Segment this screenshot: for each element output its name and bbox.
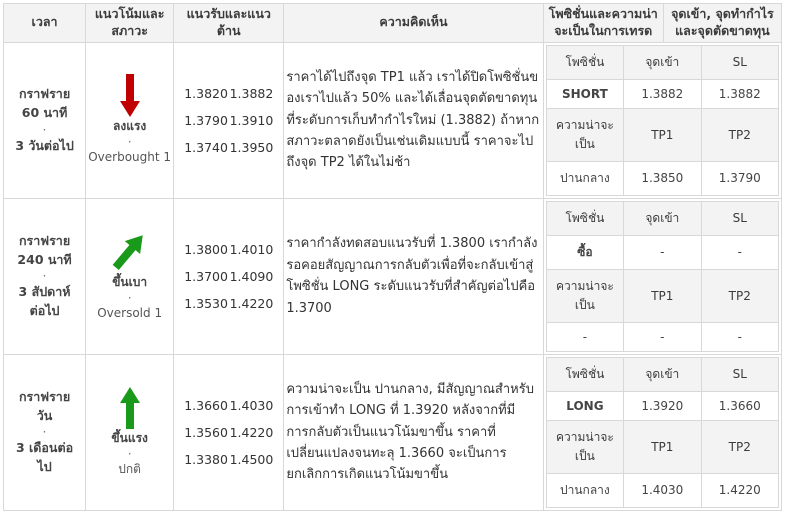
support-value: 1.3740: [184, 139, 228, 155]
time-line: 3 สัปดาห์: [18, 284, 71, 300]
table-header: [4, 4, 782, 43]
trade-head-row: [546, 108, 778, 161]
level-row: [176, 392, 281, 419]
trade-header-probability: ความน่าจะเป็น: [546, 108, 623, 161]
trade-head-row: [546, 201, 778, 235]
trade-tp2-value: 1.4220: [701, 473, 778, 507]
trade-head-row: [546, 45, 778, 79]
resistance-value: 1.4090: [229, 268, 274, 284]
trade-header-probability: ความน่าจะเป็น: [546, 269, 623, 322]
forex-analysis-table: [3, 3, 782, 511]
comment-cell: ราคากำลังทดสอบแนวรับที่ 1.3800 เรากำลังรอคอยสัญญาณการกลับตัวเพื่อที่จะกลับเข้าสู่โพซิชั่น LONG ระดับแนวรับที่สำคัญต่อไปคือ 1.3700: [284, 198, 543, 354]
support-value: 1.3560: [184, 424, 228, 440]
time-separator: ·: [42, 268, 47, 284]
trade-position-value: ซื้อ: [546, 235, 623, 269]
support-value: 1.3800: [184, 241, 228, 257]
level-row: [176, 134, 281, 161]
trade-header-tp1: TP1: [624, 420, 701, 473]
trade-header-probability: ความน่าจะเป็น: [546, 420, 623, 473]
level-row: [176, 446, 281, 473]
trade-header-position: โพซิชั่น: [546, 201, 623, 235]
trade-head-row: [546, 357, 778, 391]
resistance-value: 1.4500: [229, 451, 274, 467]
trade-header-entry: จุดเข้า: [624, 201, 701, 235]
comment-cell: ความน่าจะเป็น ปานกลาง, มีสัญญาณสำหรับการเข้าทำ LONG ที่ 1.3920 หลังจากที่มีการกลับตัวเป็นแนวโน้มขาขึ้น ราคาที่เปลี่ยนแปลงจนทะลุ 1.3660 จะเป็นการยกเลิกการเกิดแนวโน้มขาขึ้น: [284, 354, 543, 510]
time-line: กราฟราย: [18, 232, 71, 248]
trade-sl-value: -: [701, 235, 778, 269]
trade-details-table: [546, 357, 779, 508]
time-cell: [4, 198, 86, 354]
time-line: ต่อไป: [29, 302, 60, 318]
header-support-resistance: แนวรับและแนวต้าน: [174, 4, 284, 43]
comment-cell: ราคาได้ไปถึงจุด TP1 แล้ว เราได้ปิดโพซิชั่นของเราไปแล้ว 50% และได้เลื่อนจุดตัดขาดทุนที่ระดับการเก็บทำกำไรใหม่ (1.3882) ถ้าหากสภาวะตลาดยังเป็นเช่นเดิมแบบนี้ ราคาจะไปถึงจุด TP2 ได้ในไม่ช้า: [284, 42, 543, 198]
time-line: 240 นาที: [17, 251, 72, 267]
trend-cell: [86, 42, 174, 198]
table-row: [4, 198, 782, 354]
trade-details-cell: [543, 354, 781, 510]
level-row: [176, 263, 281, 290]
trend-label: ขึ้นเบา: [112, 275, 148, 290]
level-row: [176, 236, 281, 263]
trade-head-row: [546, 269, 778, 322]
trade-details-table: [546, 45, 779, 196]
trend-separator: ·: [127, 446, 132, 461]
trade-header-position: โพซิชั่น: [546, 45, 623, 79]
trend-condition: Overbought 1: [88, 149, 172, 164]
trade-value-row: [546, 322, 778, 351]
time-line: กราฟราย: [18, 388, 71, 404]
trade-entry-value: 1.3882: [624, 79, 701, 108]
support-resistance-cell: [174, 354, 284, 510]
support-value: 1.3820: [184, 85, 228, 101]
trend-label: ขึ้นแรง: [111, 431, 148, 446]
time-line: 3 วันต่อไป: [15, 137, 74, 153]
trade-tp2-value: -: [701, 322, 778, 351]
time-cell: [4, 354, 86, 510]
trade-probability-value: -: [546, 322, 623, 351]
resistance-value: 1.3950: [229, 139, 274, 155]
analysis-page: [0, 3, 785, 498]
support-value: 1.3700: [184, 268, 228, 284]
support-value: 1.3530: [184, 295, 228, 311]
trade-details-cell: [543, 42, 781, 198]
resistance-value: 1.4030: [229, 397, 274, 413]
header-row: [4, 4, 782, 43]
arrow-down-icon: [88, 74, 171, 118]
support-value: 1.3380: [184, 451, 228, 467]
trend-cell: [86, 354, 174, 510]
trade-position-value: SHORT: [546, 79, 623, 108]
trade-sl-value: 1.3660: [701, 391, 778, 420]
resistance-value: 1.4220: [229, 295, 274, 311]
trade-position-value: LONG: [546, 391, 623, 420]
trade-header-tp2: TP2: [701, 420, 778, 473]
time-line: ไป: [37, 458, 52, 474]
trade-value-row: [546, 235, 778, 269]
trade-tp2-value: 1.3790: [701, 161, 778, 195]
trade-entry-value: 1.3920: [624, 391, 701, 420]
trade-value-row: [546, 79, 778, 108]
header-comment: ความคิดเห็น: [284, 4, 543, 43]
time-line: 3 เดือนต่อ: [15, 440, 74, 456]
trade-details-cell: [543, 198, 781, 354]
trade-header-tp1: TP1: [624, 108, 701, 161]
trend-condition: ปกติ: [118, 461, 141, 476]
arrow-up-right-icon: [88, 230, 171, 274]
time-line: 60 นาที: [21, 105, 68, 120]
support-value: 1.3660: [184, 397, 228, 413]
trade-header-tp2: TP2: [701, 269, 778, 322]
trade-value-row: [546, 473, 778, 507]
trade-header-entry: จุดเข้า: [624, 357, 701, 391]
time-separator: ·: [42, 424, 47, 440]
level-row: [176, 419, 281, 446]
table-body: [4, 42, 782, 510]
support-value: 1.3790: [184, 112, 228, 128]
resistance-value: 1.3882: [229, 85, 274, 101]
trade-header-tp2: TP2: [701, 108, 778, 161]
resistance-value: 1.3910: [229, 112, 274, 128]
time-line: กราฟราย: [18, 86, 71, 102]
trade-details-table: [546, 201, 779, 352]
resistance-value: 1.4220: [229, 424, 274, 440]
trade-value-row: [546, 391, 778, 420]
time-cell: [4, 42, 86, 198]
trade-probability-value: ปานกลาง: [546, 161, 623, 195]
trade-head-row: [546, 420, 778, 473]
trend-condition: Oversold 1: [97, 305, 163, 320]
trade-header-sl: SL: [701, 357, 778, 391]
trend-cell: [86, 198, 174, 354]
support-resistance-cell: [174, 42, 284, 198]
level-row: [176, 80, 281, 107]
trade-header-sl: SL: [701, 201, 778, 235]
trade-tp1-value: -: [624, 322, 701, 351]
support-resistance-cell: [174, 198, 284, 354]
table-row: [4, 42, 782, 198]
trade-value-row: [546, 161, 778, 195]
trade-header-tp1: TP1: [624, 269, 701, 322]
trade-tp1-value: 1.4030: [624, 473, 701, 507]
level-row: [176, 290, 281, 317]
trade-header-entry: จุดเข้า: [624, 45, 701, 79]
arrow-up-icon: [88, 386, 171, 430]
trade-probability-value: ปานกลาง: [546, 473, 623, 507]
trade-header-sl: SL: [701, 45, 778, 79]
level-row: [176, 107, 281, 134]
header-time: เวลา: [4, 4, 86, 43]
time-line: วัน: [36, 407, 53, 423]
header-trend: แนวโน้มและสภาวะ: [86, 4, 174, 43]
time-separator: ·: [42, 121, 47, 137]
trade-entry-value: -: [624, 235, 701, 269]
resistance-value: 1.4010: [229, 241, 274, 257]
trade-tp1-value: 1.3850: [624, 161, 701, 195]
table-row: [4, 354, 782, 510]
trade-sl-value: 1.3882: [701, 79, 778, 108]
header-entry-tp-sl: จุดเข้า, จุดทำกำไรและจุดตัดขาดทุน: [663, 4, 781, 43]
trade-header-position: โพซิชั่น: [546, 357, 623, 391]
trend-label: ลงแรง: [113, 119, 147, 134]
trend-separator: ·: [127, 290, 132, 305]
trend-separator: ·: [127, 134, 132, 149]
header-position: โพซิชั่นและความน่าจะเป็นในการเทรด: [543, 4, 663, 43]
